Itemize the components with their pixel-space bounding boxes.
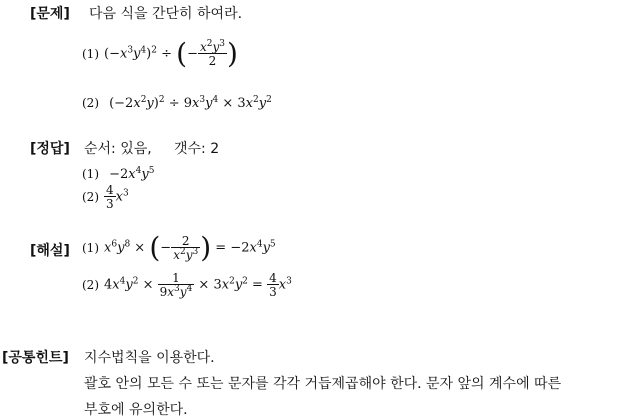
solution-item-1-expression: $x^6y^8$ × (− $\frac{2}{x^2y^3}$ ) = $-2x^4y^5$ <box>104 231 276 264</box>
solution-item-2 <box>82 268 292 302</box>
answer-item-2-expression: $\frac{4}{3}$ $x^3$ <box>106 183 129 211</box>
answer-tag: [정답] <box>30 141 70 157</box>
answer-count-label: 갯수: 2 <box>174 141 220 157</box>
solution-item-1-number: (1) <box>82 241 99 255</box>
problem-item-1-number: (1) <box>82 47 99 61</box>
solution-item-2-number: (2) <box>82 278 99 292</box>
solution-tag: [해설] <box>30 243 70 259</box>
answer-item-1-expression: $-2x^4y^5$ <box>109 166 155 182</box>
hint-line-1: 지수법칙을 이용한다. <box>84 350 215 366</box>
problem-item-1 <box>82 36 238 72</box>
problem-item-1-expression: $(-x^3y^4)^2$ ÷ (− $\frac{x^2y^3}{2}$ ) <box>104 37 238 70</box>
answer-item-2-number: (2) <box>82 190 99 204</box>
answer-order-label: 순서: 있음, <box>84 141 152 157</box>
answer-item-2 <box>82 181 129 213</box>
problem-item-2-expression: $(-2x^2y)^2 \div 9x^3y^4 \times 3x^2y^2$ <box>109 95 272 111</box>
answer-item-1-number: (1) <box>82 167 99 181</box>
hint-line-3: 부호에 유의한다. <box>84 402 188 418</box>
solution-item-1 <box>82 230 276 266</box>
solution-item-2-expression: $4x^4y^2$ × $\frac{1}{9x^3y^4}$ × $3x^2y^2$ = $\frac{4}{3}$ $x^3$ <box>104 271 292 299</box>
problem-item-2-number: (2) <box>82 96 99 110</box>
problem-instruction: 다음 식을 간단히 하여라. <box>89 6 243 22</box>
problem-item-2 <box>82 92 272 111</box>
hint-tag: [공통힌트] <box>2 350 69 366</box>
problem-tag: [문제] <box>30 6 70 22</box>
hint-line-2: 괄호 안의 모든 수 또는 문자를 각각 거듭제곱해야 한다. 문자 앞의 계수에 따른 <box>84 376 562 392</box>
answer-item-1 <box>82 163 154 182</box>
